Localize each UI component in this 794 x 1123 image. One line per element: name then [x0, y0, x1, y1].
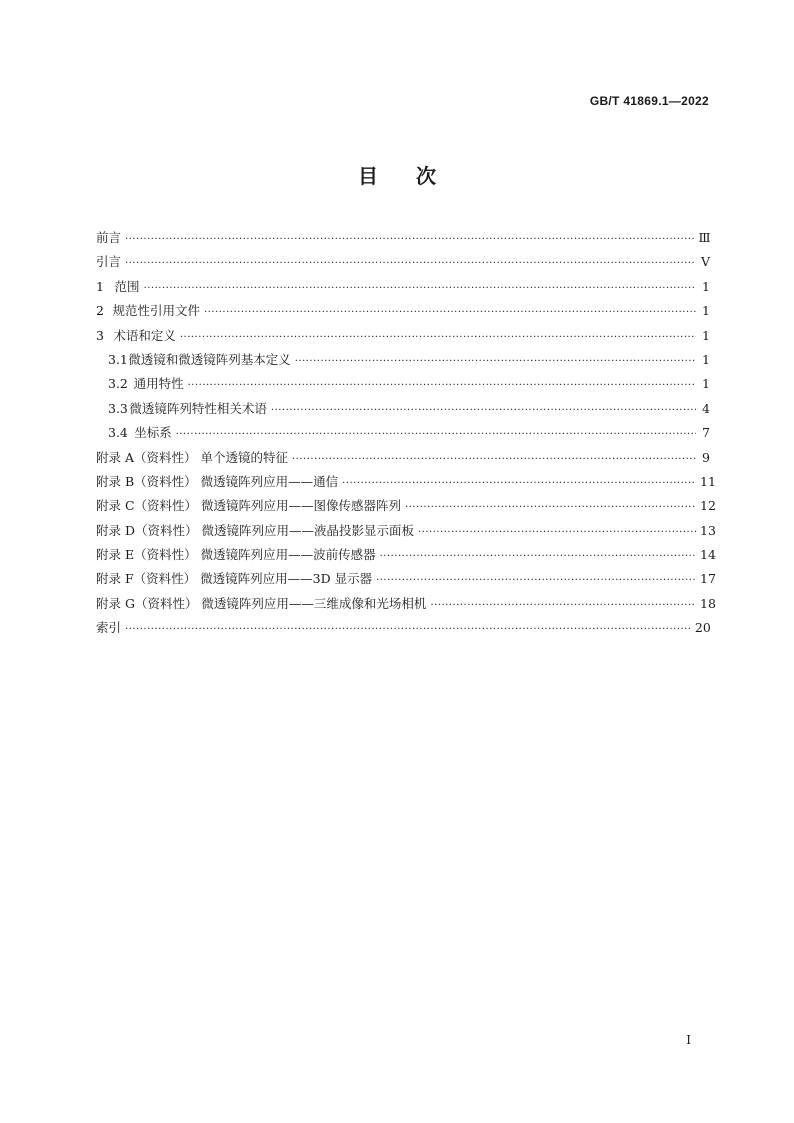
toc-entry-page: Ⅲ [698, 230, 711, 245]
toc-leader-dots [380, 545, 696, 569]
toc-entry[interactable] [96, 446, 710, 470]
toc-entry-page: 18 [700, 595, 716, 611]
toc-entry[interactable] [96, 470, 716, 494]
toc-entry-page: 7 [702, 425, 710, 441]
toc-entry-label: 规范性引用文件 [112, 303, 201, 319]
toc-entry-number: 3.4 [108, 425, 128, 441]
toc-entry[interactable] [96, 421, 710, 445]
toc-title [0, 160, 794, 189]
toc-entry-page: 1 [702, 327, 710, 343]
toc-entry[interactable] [96, 299, 710, 323]
toc-entry-label: 附录 C（资料性） 微透镜阵列应用——图像传感器阵列 [96, 498, 402, 514]
toc-entry-label: 附录 B（资料性） 微透镜阵列应用——通信 [96, 473, 339, 489]
toc-entry-label: 术语和定义 [113, 327, 176, 343]
toc-entry[interactable] [96, 348, 710, 372]
toc-leader-dots [405, 496, 696, 520]
toc-leader-dots [271, 399, 696, 423]
toc-entry-label: 微透镜阵列特性相关术语 [129, 400, 267, 416]
toc-entry[interactable] [96, 250, 710, 274]
toc-leader-dots [125, 228, 694, 252]
toc-entry-page: 12 [700, 498, 716, 514]
standard-code: GB/T 41869.1—2022 [589, 94, 709, 108]
toc-entry-number: 3 [96, 327, 104, 343]
toc-entry-label: 附录 E（资料性） 微透镜阵列应用——波前传感器 [96, 547, 376, 563]
toc-entry[interactable] [96, 372, 710, 396]
toc-entry[interactable] [96, 592, 716, 616]
toc-entry-page: 13 [700, 522, 716, 538]
toc-entry-page: 20 [694, 620, 711, 636]
toc-entry-page: 1 [702, 278, 710, 294]
toc-entry[interactable] [96, 494, 716, 518]
toc-entry-number: 2 [96, 303, 104, 319]
toc-title-char-2: 次 [416, 164, 436, 188]
toc-leader-dots [125, 618, 691, 642]
toc-leader-dots [342, 472, 696, 496]
toc-leader-dots [376, 569, 696, 593]
toc-entry-number: 1 [96, 278, 104, 294]
toc-leader-dots [180, 326, 696, 350]
toc-entry-page: 11 [700, 473, 716, 489]
toc-leader-dots [295, 350, 696, 374]
toc-entry[interactable] [96, 397, 710, 421]
toc-entry-label: 附录 G（资料性） 微透镜阵列应用——三维成像和光场相机 [96, 595, 427, 611]
toc-leader-dots [418, 521, 696, 545]
toc-entry-label: 附录 D（资料性） 微透镜阵列应用——液晶投影显示面板 [96, 522, 414, 538]
toc-entry-label: 索引 [96, 620, 122, 636]
toc-entry-label: 通用特性 [133, 376, 184, 392]
toc-leader-dots [188, 374, 696, 398]
toc-entry-number: 3.2 [108, 376, 128, 392]
toc-entry-label: 附录 F（资料性） 微透镜阵列应用——3D 显示器 [96, 571, 373, 587]
toc-title-char-1: 目 [358, 164, 378, 188]
toc-leader-dots [176, 423, 696, 447]
toc-entry-page: 4 [702, 400, 710, 416]
toc-entry-label: 前言 [96, 230, 122, 245]
toc-entry[interactable] [96, 567, 716, 591]
toc-entry-page: 17 [700, 571, 716, 587]
toc-leader-dots [204, 301, 696, 325]
toc-entry-page: 1 [702, 351, 710, 367]
toc-entry[interactable] [96, 324, 710, 348]
page-number: I [686, 1033, 691, 1047]
toc-entry[interactable] [96, 226, 710, 250]
table-of-contents [96, 226, 716, 641]
toc-entry-label: 附录 A（资料性） 单个透镜的特征 [96, 449, 288, 465]
toc-entry-label: 微透镜和微透镜阵列基本定义 [128, 351, 291, 367]
toc-entry[interactable] [96, 275, 710, 299]
toc-entry-number: 3.3 [108, 400, 128, 416]
toc-entry-page: 14 [700, 547, 716, 563]
toc-entry[interactable] [96, 543, 716, 567]
toc-leader-dots [430, 594, 696, 618]
toc-entry[interactable] [96, 519, 716, 543]
toc-entry-page: 1 [702, 376, 710, 392]
toc-entry-label: 范围 [114, 278, 140, 294]
toc-leader-dots [125, 252, 696, 276]
toc-entry-page: Ⅴ [700, 254, 710, 270]
toc-entry-label: 坐标系 [134, 425, 172, 441]
toc-leader-dots [292, 448, 696, 472]
toc-entry-label: 引言 [96, 254, 122, 270]
toc-leader-dots [144, 277, 696, 301]
toc-entry-page: 9 [702, 449, 710, 465]
toc-entry-page: 1 [702, 303, 710, 319]
toc-entry-number: 3.1 [108, 351, 128, 367]
toc-entry[interactable] [96, 616, 710, 640]
